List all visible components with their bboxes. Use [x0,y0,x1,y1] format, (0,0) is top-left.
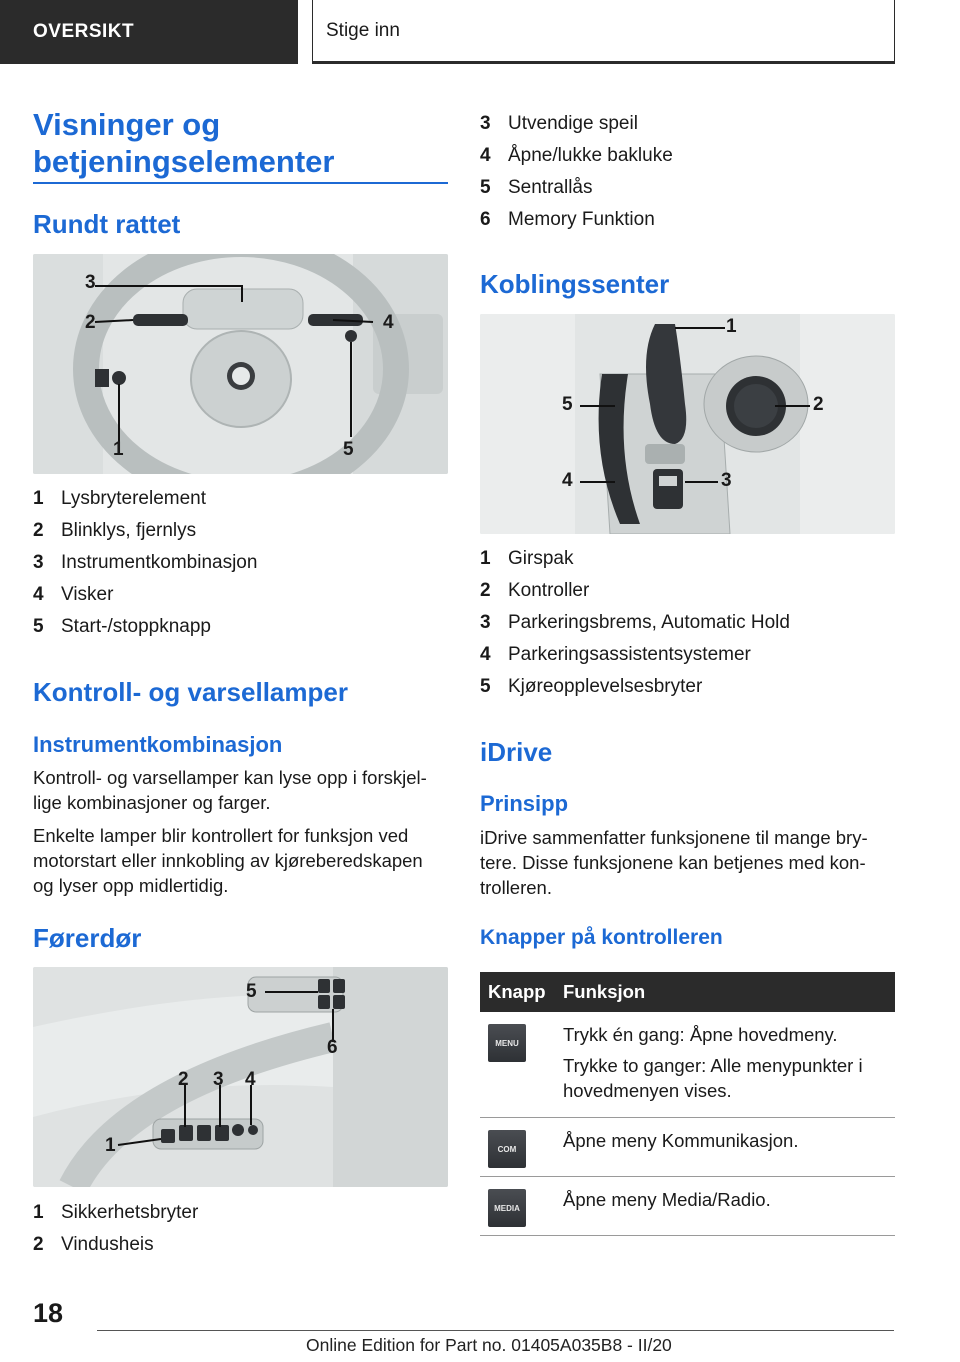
lamps-text [33,765,453,906]
footer-edition: Online Edition for Part no. 01405A035B8 - II/20 [306,1335,672,1355]
door-legend-part-1 [33,1197,448,1261]
callout-2: 2 [85,312,96,333]
callout-5: 5 [343,439,354,460]
page-title [33,106,448,180]
callout-3: 3 [85,272,96,293]
list-item: 2 Kontroller [480,580,590,601]
list-item: 3 Instrumentkombinasjon [33,552,258,573]
title-rule [33,182,448,184]
callout-2: 2 [813,394,824,415]
idrive-subheading: Prinsipp [480,791,569,816]
driver-door-figure [33,967,448,1187]
lamps-heading: Kontroll- og varsellamper [33,677,348,707]
list-item: 1 Sikkerhetsbryter [33,1202,199,1223]
list-item: 3 Parkeringsbrems, Automatic Hold [480,612,790,633]
idrive-paragraph: iDrive sammenfatter funksjonene til mange bry- tere. Disse funksjonene kan betjenes med kon- trolleren. [480,827,868,898]
lamps-subheading: Instrumentkombinasjon [33,732,283,757]
lamps-paragraph-2: Enkelte lamper blir kontrollert for funksjon ved motorstart eller innkobling av kjøreberedskapen og lyser opp midlertidig. [33,825,423,896]
callout-1: 1 [726,316,737,337]
callout-6: 6 [327,1037,338,1058]
list-item: 1 Girspak [480,548,574,569]
section-tab[interactable]: OVERSIKT [0,0,298,64]
table-row: MENU Trykk én gang: Åpne hovedmeny. Trykke to ganger: Alle menypunkter i hovedmenyen vises. [480,1012,895,1118]
chapter-tab[interactable]: Stige inn [312,0,895,64]
list-item: 5 Start-/stoppknapp [33,616,211,637]
list-item: 2 Vindusheis [33,1234,154,1255]
callout-2: 2 [178,1069,189,1090]
idrive-text [480,825,900,908]
center-console-figure [480,314,895,534]
callout-3: 3 [213,1069,224,1090]
buttons-table [480,972,895,1236]
list-item: 3 Utvendige speil [480,113,638,134]
list-item: 1 Lysbryterelement [33,488,207,509]
list-item: 4 Visker [33,584,114,605]
page-title-line-2: betjeningselementer [33,144,335,179]
page-title-line-1: Visninger og [33,107,221,142]
footer-rule [97,1330,894,1331]
lamps-paragraph-1: Kontroll- og varsellamper kan lyse opp i forskjel- lige kombinasjoner og farger. [33,767,427,813]
callout-3: 3 [721,470,732,491]
steering-wheel-figure [33,254,448,474]
callout-1: 1 [113,439,124,460]
door-heading: Førerdør [33,923,142,953]
steering-legend [33,483,448,643]
list-item: 6 Memory Funktion [480,209,655,230]
idrive-heading: iDrive [480,737,553,767]
callout-5: 5 [562,394,573,415]
list-item: 4 Parkeringsassistentsystemer [480,644,751,665]
page-number: 18 [33,1298,64,1328]
list-item: 2 Blinklys, fjernlys [33,520,197,541]
callout-1: 1 [105,1135,116,1156]
steering-heading: Rundt rattet [33,209,181,239]
table-header [480,972,895,1012]
console-legend [480,543,895,703]
callout-4: 4 [562,470,573,491]
menu-button-icon: MENU [488,1024,526,1062]
table-row: COM Åpne meny Kommunikasjon. [480,1118,895,1177]
door-legend-part-2 [480,108,895,236]
com-button-icon: COM [488,1130,526,1168]
console-heading: Koblingssenter [480,269,670,299]
callout-4: 4 [245,1069,256,1090]
buttons-heading: Knapper på kontrolleren [480,926,723,949]
list-item: 4 Åpne/lukke bakluke [480,145,673,166]
callout-4: 4 [383,312,394,333]
list-item: 5 Sentrallås [480,177,593,198]
media-button-icon: MEDIA [488,1189,526,1227]
list-item: 5 Kjøreopplevelsesbryter [480,676,703,697]
col-header-button: Knapp [488,981,546,1002]
callout-5: 5 [246,981,257,1002]
col-header-function: Funksjon [563,981,646,1002]
table-row: MEDIA Åpne meny Media/Radio. [480,1177,895,1236]
